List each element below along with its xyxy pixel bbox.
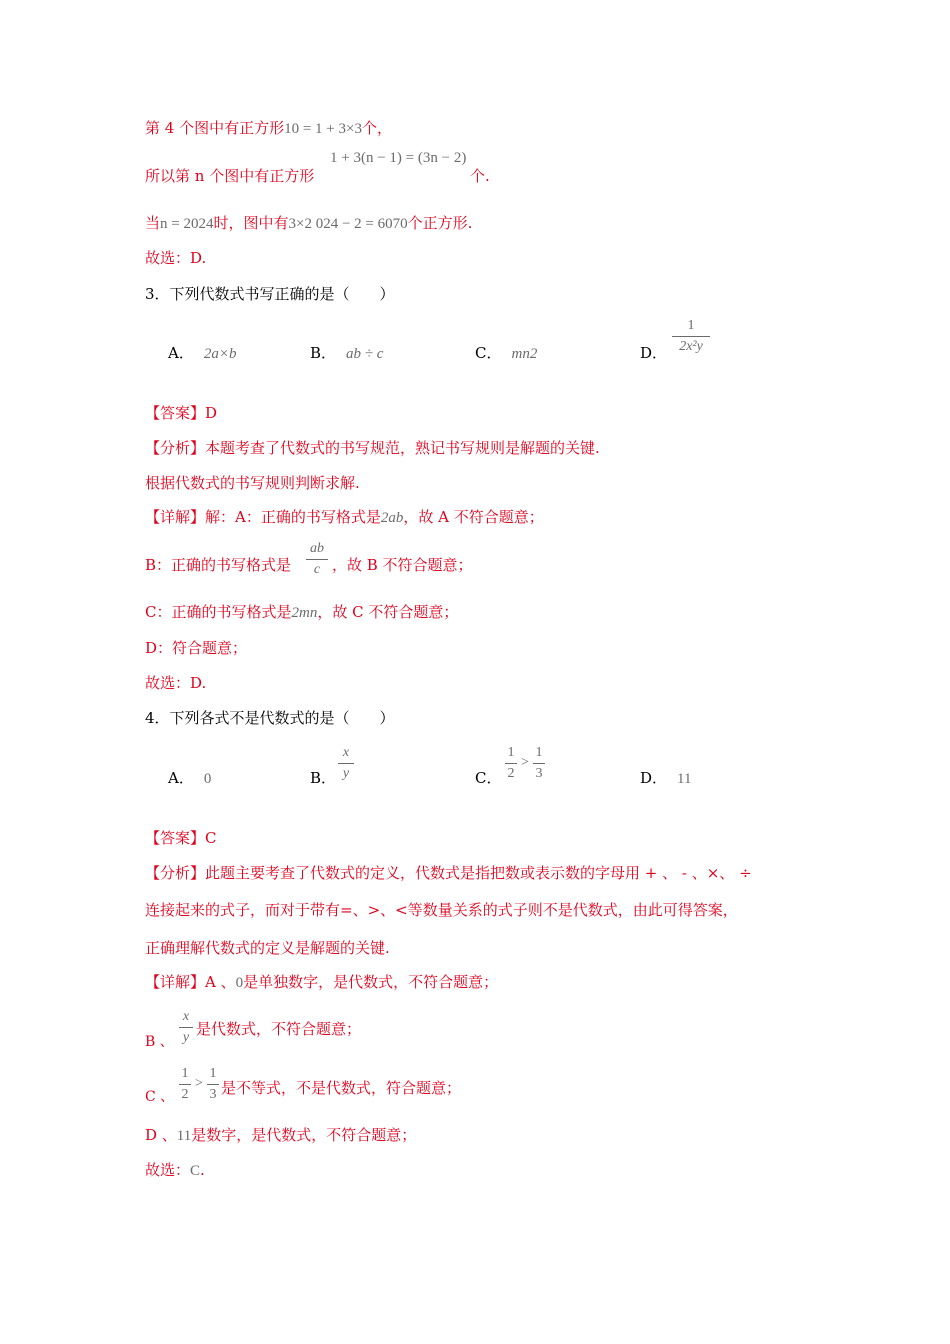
q4-option-c-gt: > <box>521 755 529 770</box>
q3-detail-a: 【详解】解：A：正确的书写格式是2ab，故 A 不符合题意； <box>145 508 544 526</box>
q4-detail-c-head: C 、 <box>145 1089 175 1105</box>
q3-option-c: C． mn2 <box>475 344 538 362</box>
q4-analysis-3: 正确理解代数式的定义是解题的关键. <box>145 939 390 957</box>
solution-line-n2024: 当n = 2024时，图中有3×2 024 − 2 = 6070个正方形. <box>145 214 473 232</box>
q3-option-b: B． ab ÷ c <box>310 344 384 362</box>
q4-detail-b-fraction: x y <box>179 1008 193 1047</box>
q4-option-d: D． 11 <box>640 769 692 787</box>
q3-analysis-2: 根据代数式的书写规则判断求解. <box>145 474 360 492</box>
q4-detail-c-frac2: 1 3 <box>207 1065 219 1104</box>
q3-conclusion: 故选：D. <box>145 674 207 692</box>
q3-stem: 3．下列代数式书写正确的是（ ） <box>145 285 395 303</box>
math-expression: 10 = 1 + 3×3 <box>284 121 362 137</box>
q4-detail-c-tail: 是不等式，不是代数式，符合题意； <box>221 1079 462 1097</box>
q3-option-d-fraction: 1 2x²y <box>672 317 710 356</box>
q4-answer: 【答案】C <box>145 829 217 847</box>
q3-answer: 【答案】D <box>145 404 218 422</box>
q4-detail-c-frac1: 1 2 <box>179 1065 191 1104</box>
solution-line-tail: 个. <box>470 167 490 185</box>
q4-analysis-1: 【分析】此题主要考查了代数式的定义，代数式是指把数或表示数的字母用 + 、 - 、×、 ÷ <box>145 864 752 882</box>
solution-line-4th-figure: 第 4 个图中有正方形10 = 1 + 3×3个， <box>145 119 392 137</box>
q4-option-b-fraction: x y <box>338 744 354 783</box>
math-expression-general: 1 + 3(n − 1) = (3n − 2) <box>330 150 467 166</box>
q4-analysis-2: 连接起来的式子，而对于带有=、>、<等数量关系的式子则不是代数式，由此可得答案， <box>145 901 738 919</box>
q4-option-c-frac1: 1 2 <box>505 744 517 783</box>
q4-option-b-label: B． <box>310 769 337 787</box>
q4-option-a: A． 0 <box>168 769 212 787</box>
q4-detail-b-head: B 、 <box>145 1034 174 1050</box>
q3-option-d: D． <box>640 344 668 362</box>
q3-detail-c: C：正确的书写格式是2mn，故 C 不符合题意； <box>145 603 459 621</box>
q3-analysis: 【分析】本题考查了代数式的书写规范，熟记书写规则是解题的关键. <box>145 439 600 457</box>
q3-detail-d: D：符合题意； <box>145 639 248 657</box>
solution-conclusion: 故选：D. <box>145 249 207 267</box>
q3-detail-b-head: B：正确的书写格式是 <box>145 556 292 574</box>
q4-stem: 4．下列各式不是代数式的是（ ） <box>145 709 395 727</box>
q3-detail-b-tail: ，故 B 不符合题意； <box>332 556 473 574</box>
q4-detail-b-tail: 是代数式，不符合题意； <box>196 1020 362 1038</box>
q4-detail-c-gt: > <box>195 1076 203 1091</box>
q3-option-a: A． 2a×b <box>168 344 237 362</box>
q3-detail-b-fraction: ab c <box>306 540 328 579</box>
solution-line-nth-figure: 所以第 n 个图中有正方形 <box>145 167 315 185</box>
q4-option-c-label: C． <box>475 769 502 787</box>
q4-option-c-frac2: 1 3 <box>533 744 545 783</box>
q4-detail-a: 【详解】A 、0是单独数字，是代数式，不符合题意； <box>145 973 499 991</box>
q4-detail-d: D 、11是数字，是代数式，不符合题意； <box>145 1126 417 1144</box>
q4-conclusion: 故选：C. <box>145 1161 205 1179</box>
